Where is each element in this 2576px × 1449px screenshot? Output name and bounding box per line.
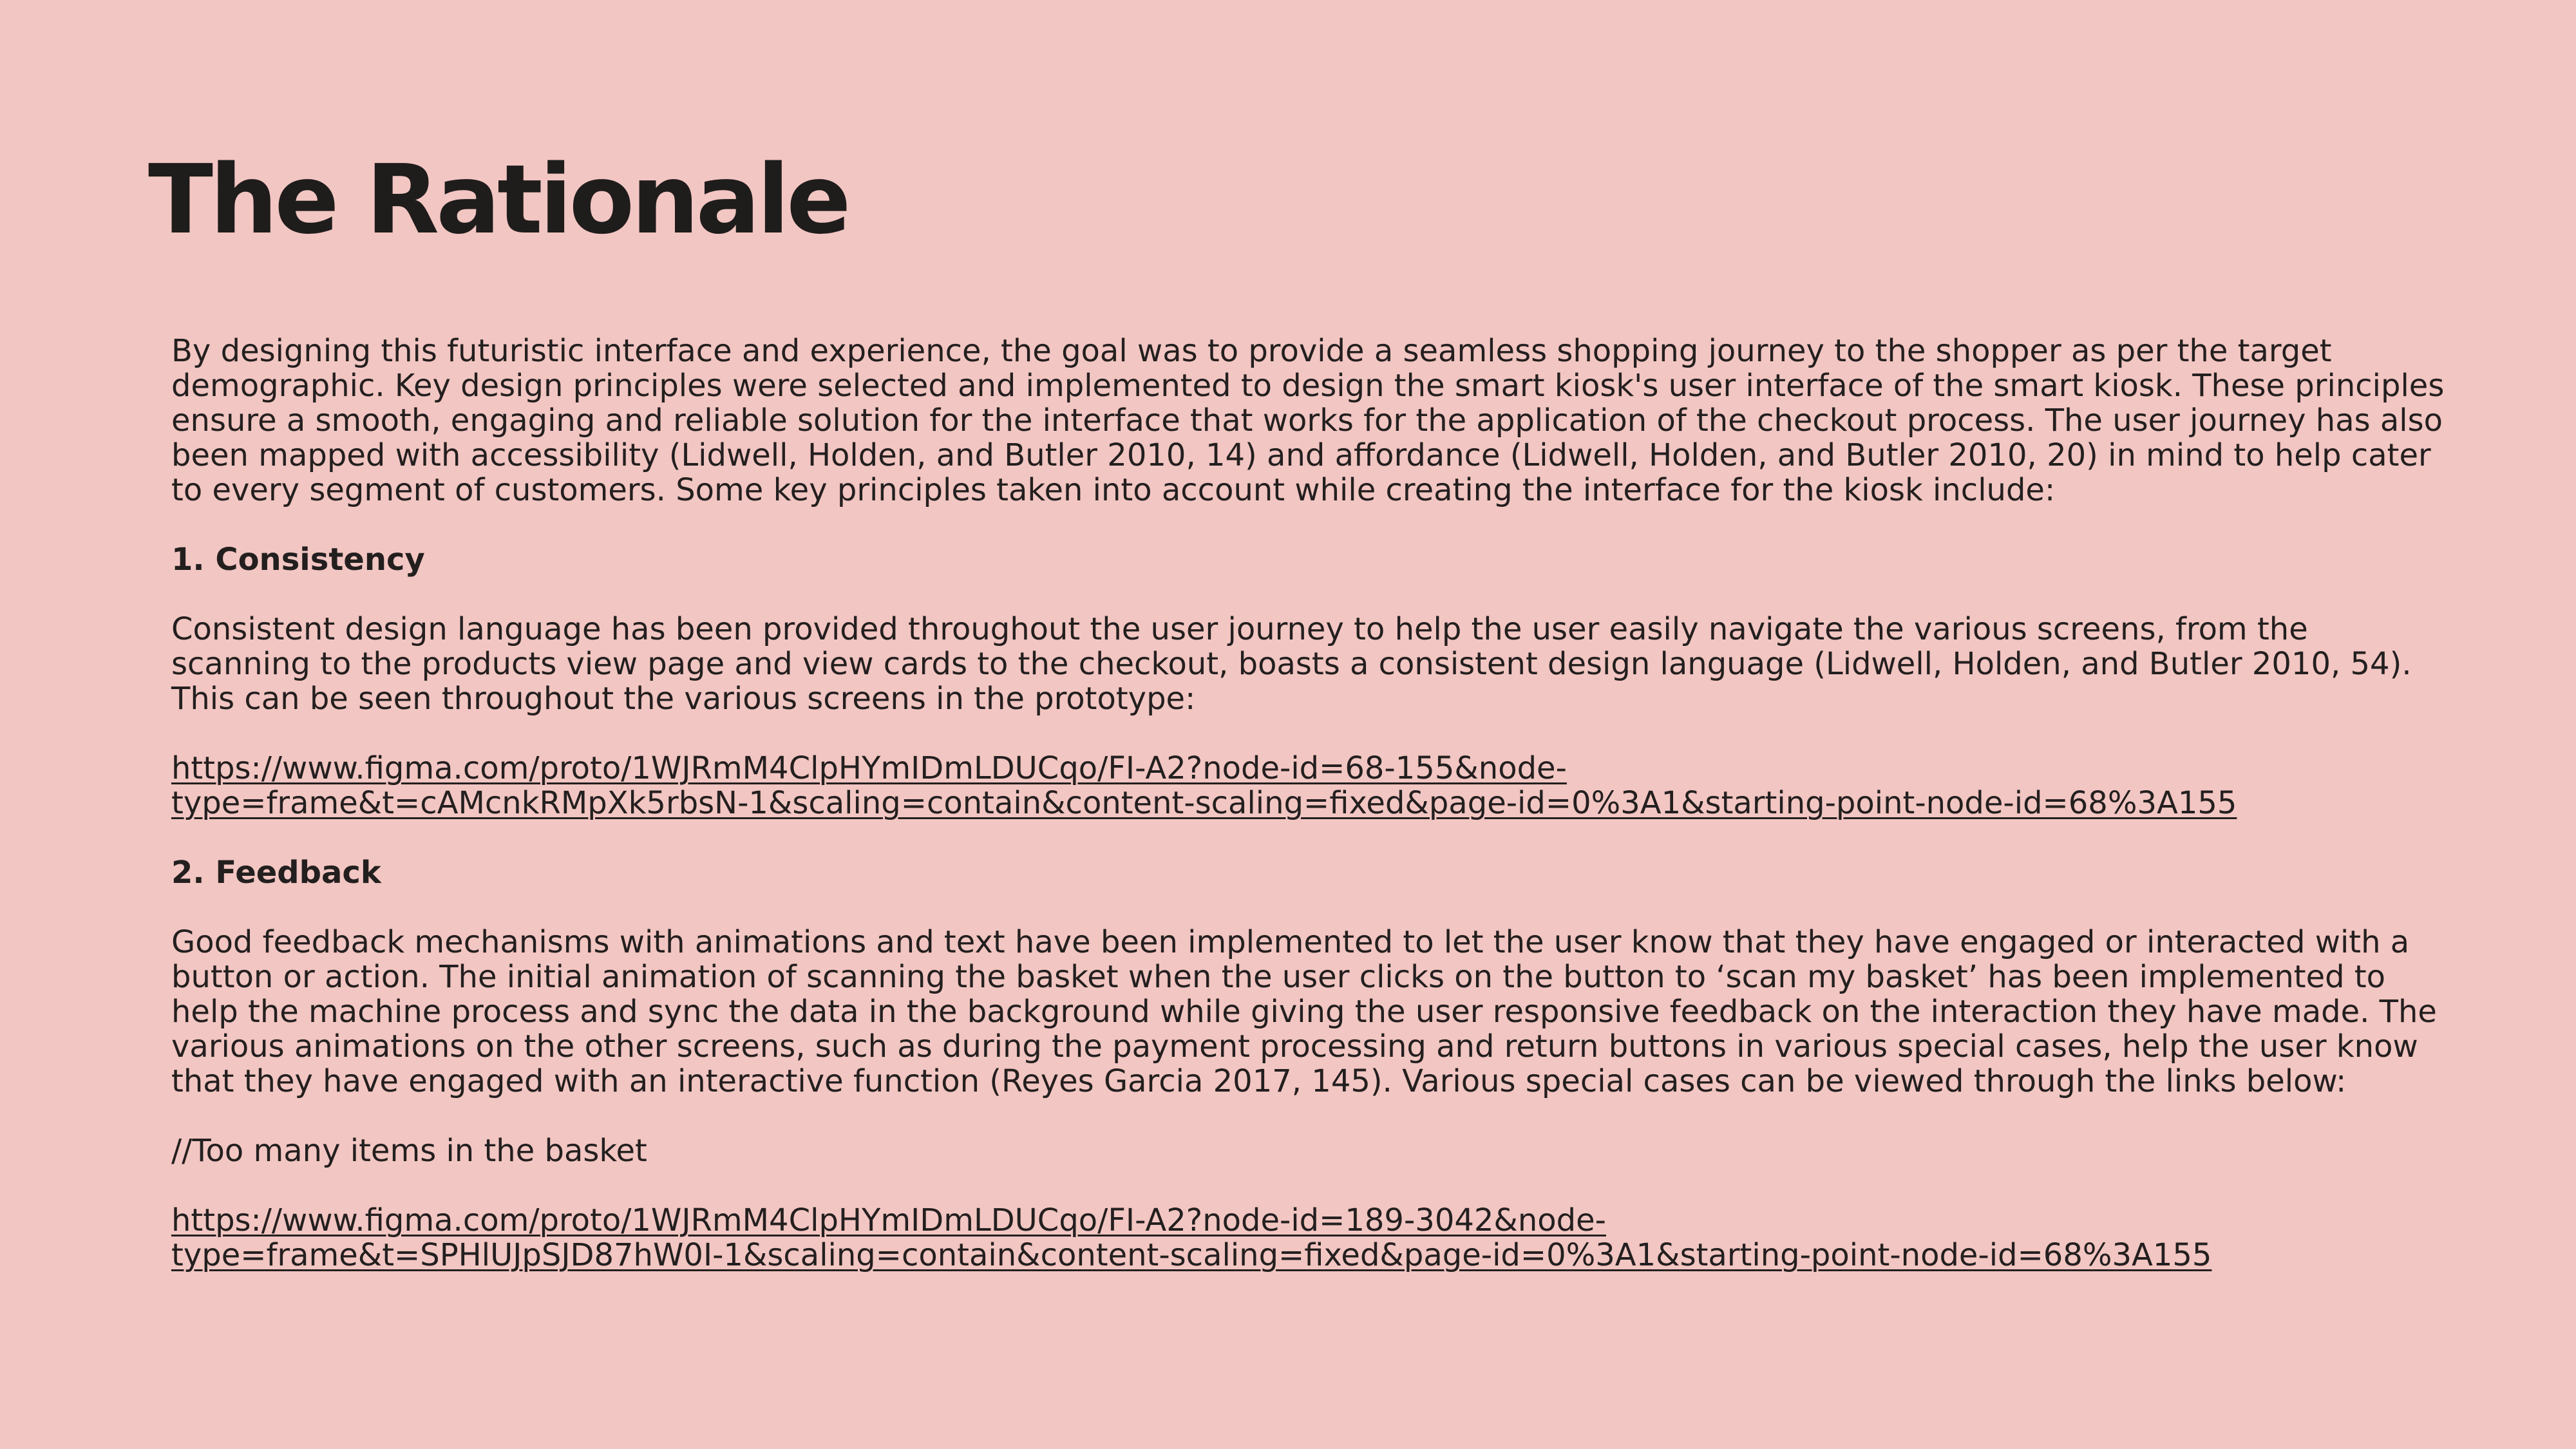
link-text-line: https://www.figma.com/proto/1WJRmM4ClpHYmIDmLDUCqo/FI-A2?node-id=189-3042&node- xyxy=(171,1202,1606,1238)
intro-paragraph: By designing this futuristic interface and experience, the goal was to provide a seamless shopping journey to the shopper as per the target demographic. Key design principles were selected and implemented to design the smart kiosk's user interface of the smart kiosk. These principles ensure a smooth, engaging and reliable solution for the interface that works for the application of the checkout process. The user journey has also been mapped with accessibility (Lidwell, Holden, and Butler 2010, 14) and affordance (Lidwell, Holden, and Butler 2010, 20) in mind to help cater to every segment of customers. Some key principles taken into account while creating the interface for the kiosk include: xyxy=(171,333,2445,508)
consistency-paragraph: Consistent design language has been provided throughout the user journey to help the user easily navigate the various screens, from the scanning to the products view page and view cards to the checkout, boasts a consistent design language (Lidwell, Holden, and Butler 2010, 54). This can be seen throughout the various screens in the prototype: xyxy=(171,611,2412,717)
rationale-content xyxy=(171,334,2445,1307)
consistency-link-block xyxy=(171,751,2445,820)
special-case-note: //Too many items in the basket xyxy=(171,1133,647,1169)
feedback-paragraph: Good feedback mechanisms with animations and text have been implemented to let the user know that they have engaged or interacted with a button or action. The initial animation of scanning the basket when the user clicks on the button to ‘scan my basket’ has been implemented to help the machine process and sync the data in the background while giving the user responsive feedback on the interaction they have made. The various animations on the other screens, such as during the payment processing and return buttons in various special cases, help the user know that they have engaged with an interactive function (Reyes Garcia 2017, 145). Various special cases can be viewed through the links below: xyxy=(171,924,2437,1099)
link-text-line: type=frame&t=cAMcnkRMpXk5rbsN-1&scaling=contain&content-scaling=fixed&page-id=0%3A1&starting-point-node-id=68%3A155 xyxy=(171,785,2237,821)
link-text-line: https://www.figma.com/proto/1WJRmM4ClpHYmIDmLDUCqo/FI-A2?node-id=68-155&node- xyxy=(171,750,1567,786)
link-text-line: type=frame&t=SPHlUJpSJD87hW0I-1&scaling=contain&content-scaling=fixed&page-id=0%3A1&starting-point-node-id=68%3A155 xyxy=(171,1237,2212,1273)
feedback-prototype-link[interactable] xyxy=(171,1203,2445,1273)
page-title: The Rationale xyxy=(148,144,848,255)
consistency-prototype-link[interactable] xyxy=(171,751,2445,820)
section-heading-feedback: 2. Feedback xyxy=(171,855,381,891)
section-heading-consistency: 1. Consistency xyxy=(171,542,425,578)
feedback-link-block xyxy=(171,1203,2445,1273)
